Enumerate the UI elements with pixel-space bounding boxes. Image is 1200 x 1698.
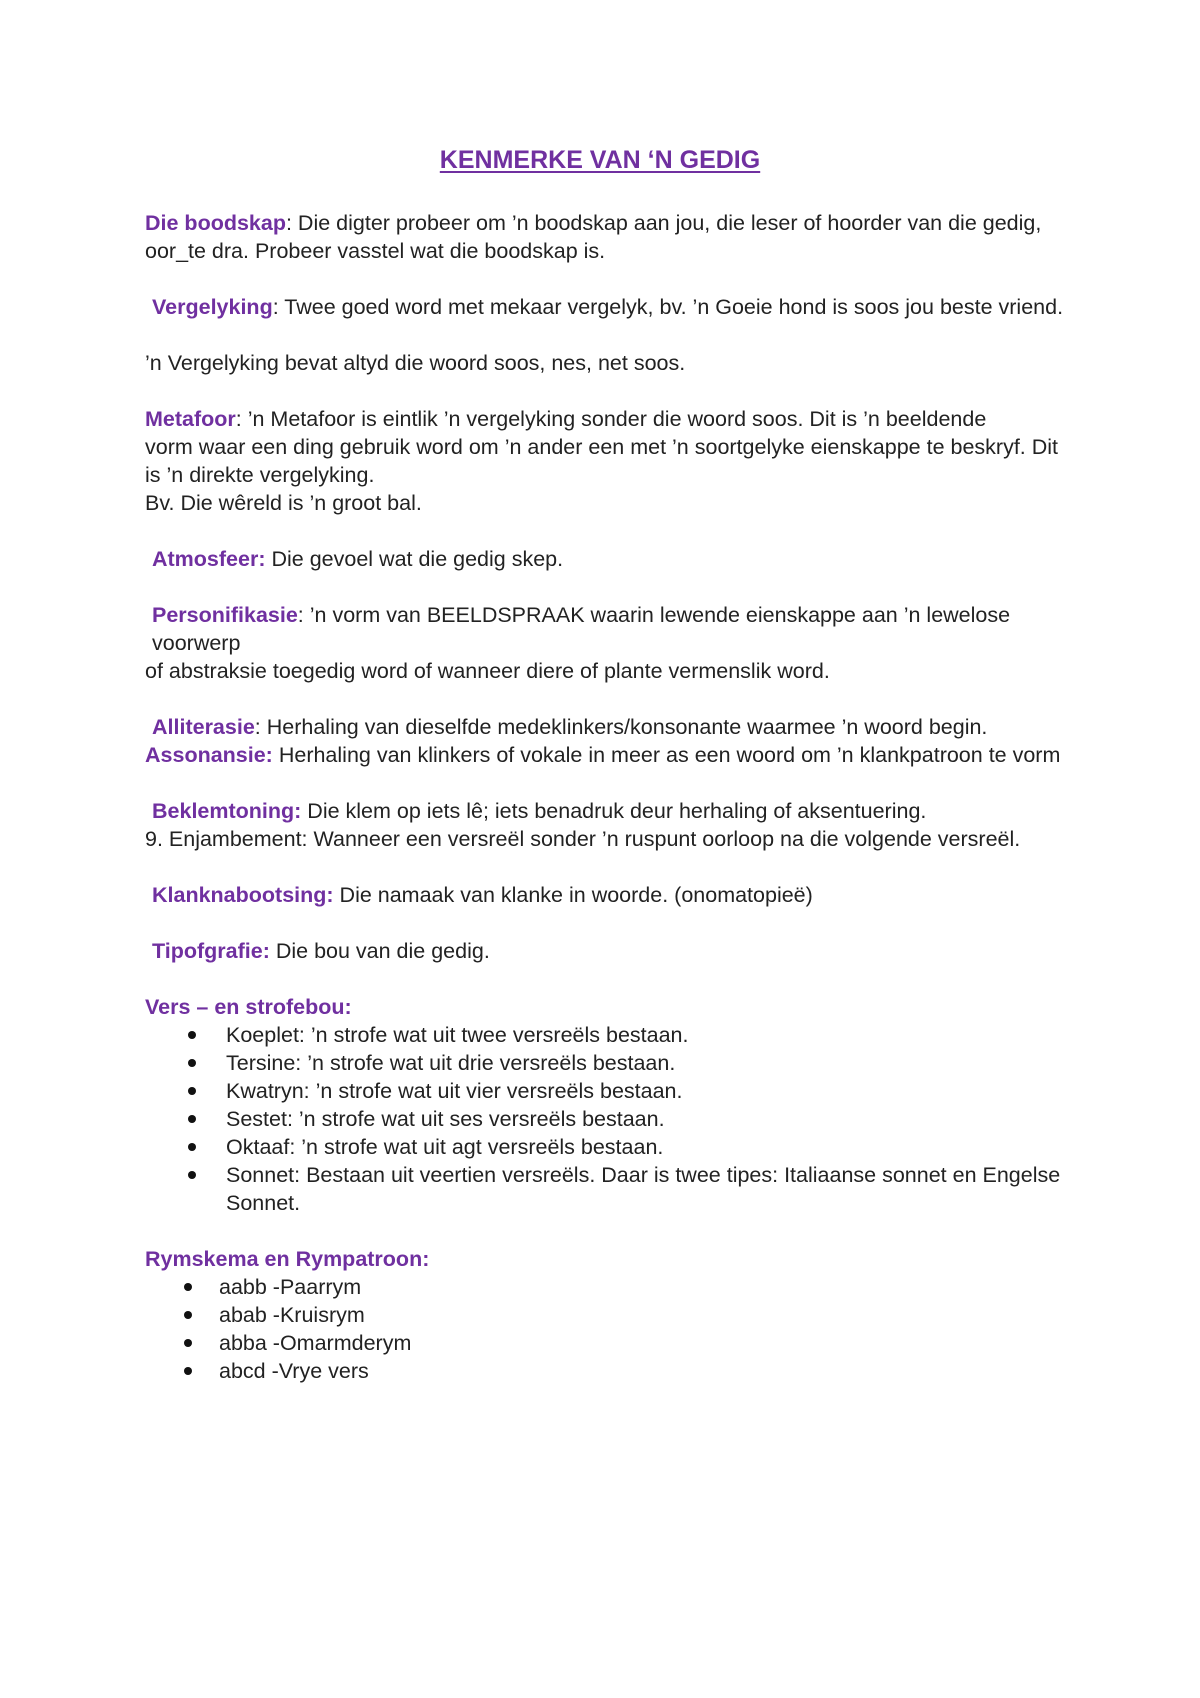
bullet-icon	[188, 1031, 196, 1039]
list-item: Sonnet: Bestaan uit veertien versreëls. Daar is twee tipes: Italiaanse sonnet en Engelse Sonnet.	[145, 1161, 1065, 1217]
definition-metafoor: : ’n Metafoor is eintlik ’n vergelyking sonder die woord soos. Dit is ’n beeldende	[235, 407, 987, 431]
definition-atmosfeer: Die gevoel wat die gedig skep.	[265, 547, 564, 571]
page-title: KENMERKE VAN ‘N GEDIG	[439, 146, 761, 174]
term-klanknabootsing: Klanknabootsing:	[152, 883, 334, 907]
list-item: Tersine: ’n strofe wat uit drie versreëls bestaan.	[145, 1049, 1065, 1077]
definition-alliterasie: : Herhaling van dieselfde medeklinkers/konsonante waarmee ’n woord begin.	[254, 715, 988, 739]
metafoor-example: Bv. Die wêreld is ’n groot bal.	[145, 491, 422, 515]
term-metafoor: Metafoor	[145, 407, 236, 431]
bullet-icon	[188, 1171, 196, 1179]
list-item: abba -Omarmderym	[145, 1329, 1065, 1357]
list-item: aabb -Paarrym	[145, 1273, 1065, 1301]
term-atmosfeer: Atmosfeer:	[152, 547, 266, 571]
bullet-icon	[184, 1283, 192, 1291]
definition-boodskap: : Die digter probeer om ’n boodskap aan jou, die leser of hoorder van die gedig, oor_te dra. Probeer vasstel wat die boodskap is.	[145, 211, 1042, 263]
definition-beklemtoning: Die klem op iets lê; iets benadruk deur herhaling of aksentuering.	[301, 799, 927, 823]
bullet-icon	[188, 1059, 196, 1067]
document-body	[145, 209, 1065, 1385]
paragraph-boodskap	[145, 209, 1065, 265]
list-item: Sestet: ’n strofe wat uit ses versreëls bestaan.	[145, 1105, 1065, 1133]
metafoor-line-2: vorm waar een ding gebruik word om ’n ander een met ’n soortgelyke eienskappe te beskryf. Dit is ’n direkte vergelyking.	[145, 435, 1059, 487]
bullet-icon	[188, 1115, 196, 1123]
term-beklemtoning: Beklemtoning:	[152, 799, 302, 823]
list-item: Kwatryn: ’n strofe wat uit vier versreëls bestaan.	[145, 1077, 1065, 1105]
definition-tipografie: Die bou van die gedig.	[269, 939, 490, 963]
term-personifikasie: Personifikasie	[152, 603, 298, 627]
section-heading-vers: Vers – en strofebou:	[145, 995, 352, 1019]
rym-list	[145, 1273, 1065, 1385]
bullet-icon	[188, 1143, 196, 1151]
paragraph-metafoor	[145, 405, 1065, 433]
bullet-icon	[184, 1339, 192, 1347]
bullet-icon	[184, 1367, 192, 1375]
definition-assonansie: Herhaling van klinkers of vokale in meer as een woord om ’n klankpatroon te vorm	[272, 743, 1061, 767]
vers-list	[145, 1021, 1065, 1217]
paragraph-alliterasie	[145, 713, 1065, 741]
term-tipografie: Tipofgrafie:	[152, 939, 270, 963]
paragraph-vergelyking-note: ’n Vergelyking bevat altyd die woord soos, nes, net soos.	[145, 351, 686, 375]
personifikasie-line-2: of abstraksie toegedig word of wanneer diere of plante vermenslik word.	[145, 659, 830, 683]
list-item: Oktaaf: ’n strofe wat uit agt versreëls bestaan.	[145, 1133, 1065, 1161]
list-item: abab -Kruisrym	[145, 1301, 1065, 1329]
term-vergelyking: Vergelyking	[152, 295, 273, 319]
section-heading-rym: Rymskema en Rympatroon:	[145, 1247, 430, 1271]
paragraph-klanknabootsing	[145, 881, 1065, 909]
definition-klanknabootsing: Die namaak van klanke in woorde. (onomatopieë)	[333, 883, 813, 907]
paragraph-atmosfeer	[145, 545, 1065, 573]
term-assonansie: Assonansie:	[145, 743, 273, 767]
paragraph-beklemtoning	[145, 797, 1065, 825]
bullet-icon	[188, 1087, 196, 1095]
term-boodskap: Die boodskap	[145, 211, 286, 235]
paragraph-vergelyking	[145, 293, 1065, 321]
definition-personifikasie: : ’n vorm van BEELDSPRAAK waarin lewende eienskappe aan ’n lewelose voorwerp	[152, 603, 1011, 655]
paragraph-personifikasie	[145, 601, 1065, 657]
term-alliterasie: Alliterasie	[152, 715, 255, 739]
paragraph-enjambement: 9. Enjambement: Wanneer een versreël sonder ’n ruspunt oorloop na die volgende versreël.	[145, 827, 1021, 851]
list-item: Koeplet: ’n strofe wat uit twee versreëls bestaan.	[145, 1021, 1065, 1049]
definition-vergelyking: : Twee goed word met mekaar vergelyk, bv. ’n Goeie hond is soos jou beste vriend.	[272, 295, 1064, 319]
paragraph-tipografie	[145, 937, 1065, 965]
bullet-icon	[184, 1311, 192, 1319]
paragraph-assonansie	[145, 741, 1065, 769]
list-item: abcd -Vrye vers	[145, 1357, 1065, 1385]
